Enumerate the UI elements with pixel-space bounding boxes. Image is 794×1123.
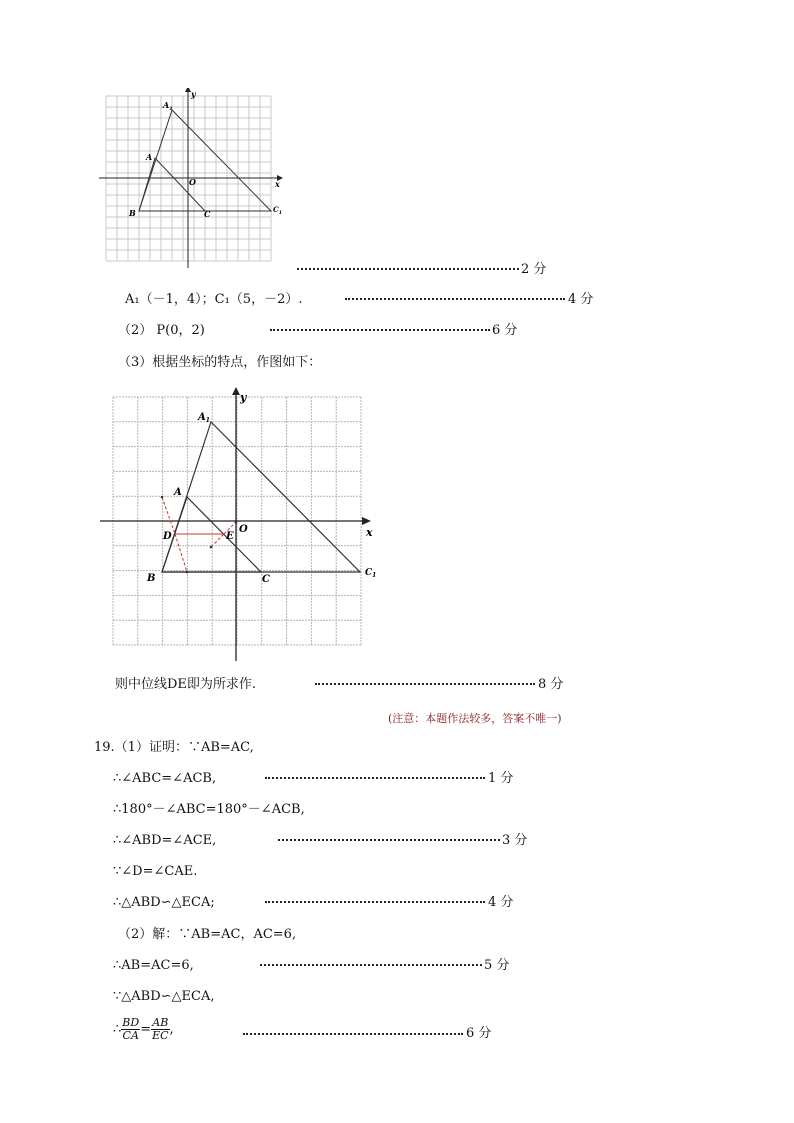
coordinate-figure-2 — [98, 385, 388, 665]
score-5: 5 分 — [484, 958, 510, 973]
dotted-leader — [315, 683, 535, 685]
coords-line: A₁（－1，4）；C₁（5，－2）. — [125, 292, 303, 307]
label-a: A — [146, 152, 153, 162]
dotted-leader — [345, 298, 565, 300]
q19-line-3: ∴180°－∠ABC=180°－∠ACB, — [113, 802, 305, 817]
q19-line-1: 19.（1）证明：∵AB=AC, — [94, 740, 254, 755]
label-o: O — [239, 524, 248, 535]
score-6: 6 分 — [492, 323, 518, 338]
dotted-leader — [297, 268, 519, 270]
label-x: x — [366, 526, 373, 539]
score-2: 2 分 — [521, 262, 547, 277]
label-b: B — [129, 208, 136, 218]
label-c1: $C_1$ — [365, 568, 377, 579]
fraction-ab-ec: $\frac{AB}{EC}$ — [152, 1016, 169, 1042]
q19-line-6: ∴△ABD∽△ECA; — [113, 895, 215, 910]
label-d: D — [163, 531, 172, 542]
construction-line — [162, 497, 175, 534]
score-1: 1 分 — [488, 771, 514, 786]
label-a: A — [174, 487, 182, 498]
score-6b: 6 分 — [466, 1026, 492, 1041]
equals-sign: = — [140, 1022, 152, 1037]
construction-line — [175, 534, 187, 572]
label-y: y — [240, 391, 247, 404]
dotted-leader — [265, 777, 485, 779]
dotted-leader — [278, 839, 500, 841]
construction-line — [211, 534, 224, 547]
therefore-symbol: ∴ — [113, 1022, 122, 1037]
q19-line-10: ∴ $\frac{BD}{CA}$ = $\frac{AB}{EC}$ , — [113, 1016, 174, 1042]
label-a1: $A_1$ — [198, 412, 210, 424]
label-e: E — [226, 531, 234, 542]
label-c: C — [262, 574, 270, 585]
label-c1: $C_1$ — [273, 205, 283, 216]
label-a1: $A_1$ — [163, 100, 173, 112]
q19-line-9: ∵△ABD∽△ECA, — [113, 989, 215, 1004]
label-o: O — [189, 177, 196, 187]
q19-line-7: （2）解：∵AB=AC，AC=6, — [118, 927, 297, 942]
score-4b: 4 分 — [488, 895, 514, 910]
q19-line-5: ∵∠D=∠CAE. — [113, 864, 198, 879]
dotted-leader — [270, 329, 490, 331]
score-4: 4 分 — [568, 292, 594, 307]
dotted-leader — [260, 964, 482, 966]
label-b: B — [147, 573, 156, 584]
label-y: y — [191, 89, 196, 99]
part2-line: （2） P(0，2) — [118, 323, 205, 338]
q19-line-4: ∴∠ABD=∠ACE, — [113, 833, 217, 848]
fraction-bd-ca: $\frac{BD}{CA}$ — [122, 1016, 140, 1042]
triangle-a1bc1 — [162, 422, 360, 572]
part3-line: （3）根据坐标的特点，作图如下： — [118, 355, 322, 370]
score-3: 3 分 — [502, 833, 528, 848]
label-c: C — [204, 209, 211, 219]
dotted-leader — [243, 1033, 463, 1035]
note-text: (注意：本题作法较多，答案不唯一) — [388, 712, 562, 725]
q19-line-8: ∴AB=AC=6, — [113, 958, 194, 973]
dotted-leader — [265, 901, 485, 903]
q19-line-2: ∴∠ABC=∠ACB, — [113, 771, 217, 786]
coordinate-figure-1 — [95, 88, 295, 273]
score-8: 8 分 — [538, 677, 564, 692]
conclusion-line: 则中位线DE即为所求作. — [115, 677, 257, 692]
label-x: x — [275, 179, 280, 189]
